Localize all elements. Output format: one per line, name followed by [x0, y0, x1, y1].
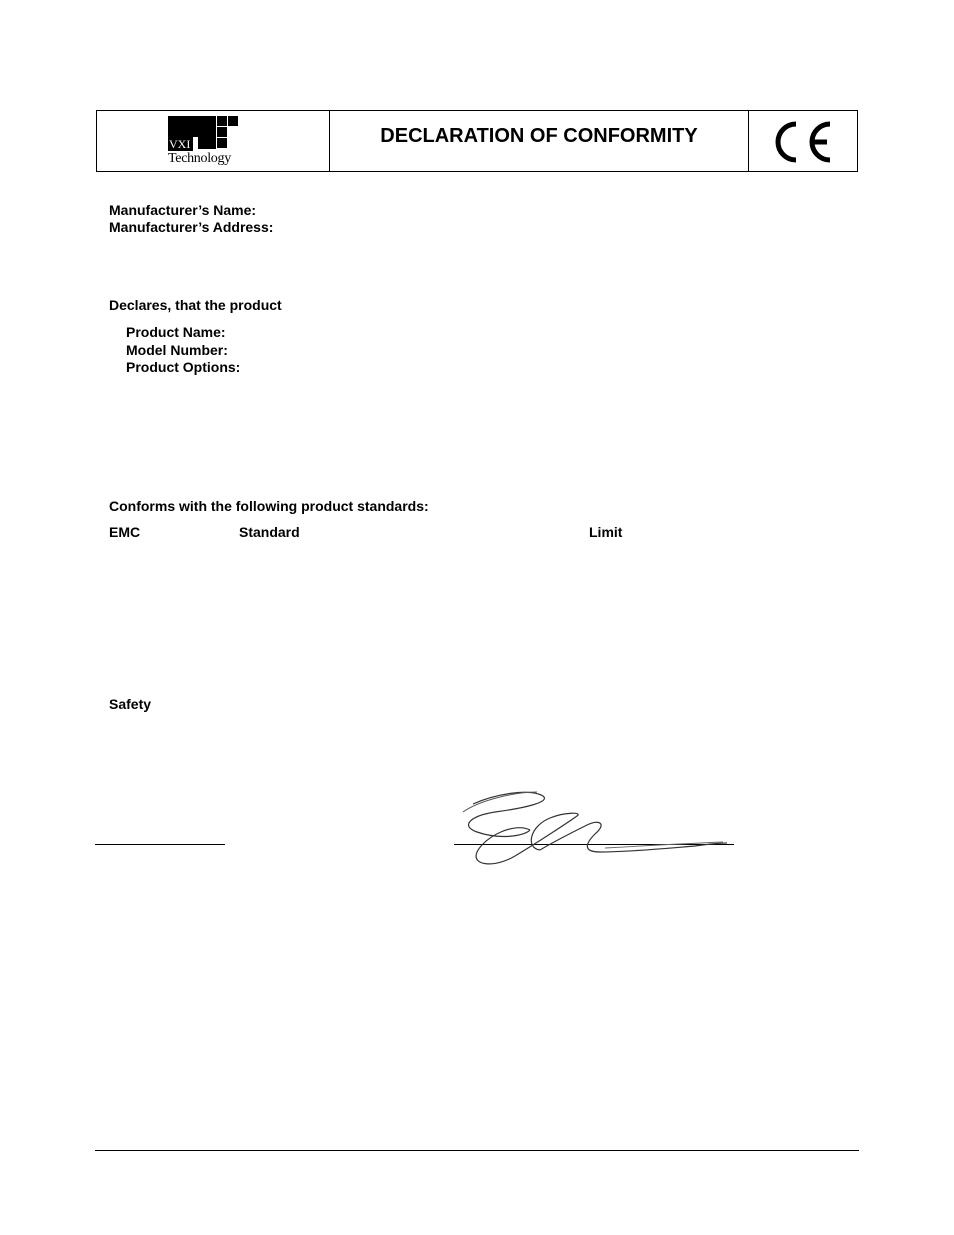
logo-brand-bottom: Technology: [168, 151, 231, 166]
manufacturer-name-label: Manufacturer’s Name:: [109, 202, 257, 218]
footer-rule: [95, 1150, 859, 1151]
ce-cell: [749, 111, 857, 171]
vxi-technology-logo: [168, 116, 242, 168]
ce-mark-icon: [773, 119, 835, 165]
logo-cell: [97, 111, 330, 171]
document-title: DECLARATION OF CONFORMITY: [380, 125, 698, 147]
manufacturer-address-label: Manufacturer’s Address:: [109, 219, 274, 235]
standards-intro-label: Conforms with the following product standards:: [109, 498, 429, 514]
handwritten-signature-icon: [455, 786, 730, 872]
title-cell: [330, 111, 749, 171]
product-options-label: Product Options:: [126, 359, 241, 375]
product-name-label: Product Name:: [126, 324, 226, 340]
declares-label: Declares, that the product: [109, 297, 282, 313]
limit-column-header: Limit: [589, 524, 623, 540]
standard-column-header: Standard: [239, 524, 300, 540]
header-table: [96, 110, 858, 172]
safety-label: Safety: [109, 696, 152, 712]
date-signature-line: [95, 844, 225, 845]
logo-brand-top: VXI: [168, 137, 193, 151]
model-number-label: Model Number:: [126, 342, 228, 358]
emc-column-header: EMC: [109, 524, 141, 540]
